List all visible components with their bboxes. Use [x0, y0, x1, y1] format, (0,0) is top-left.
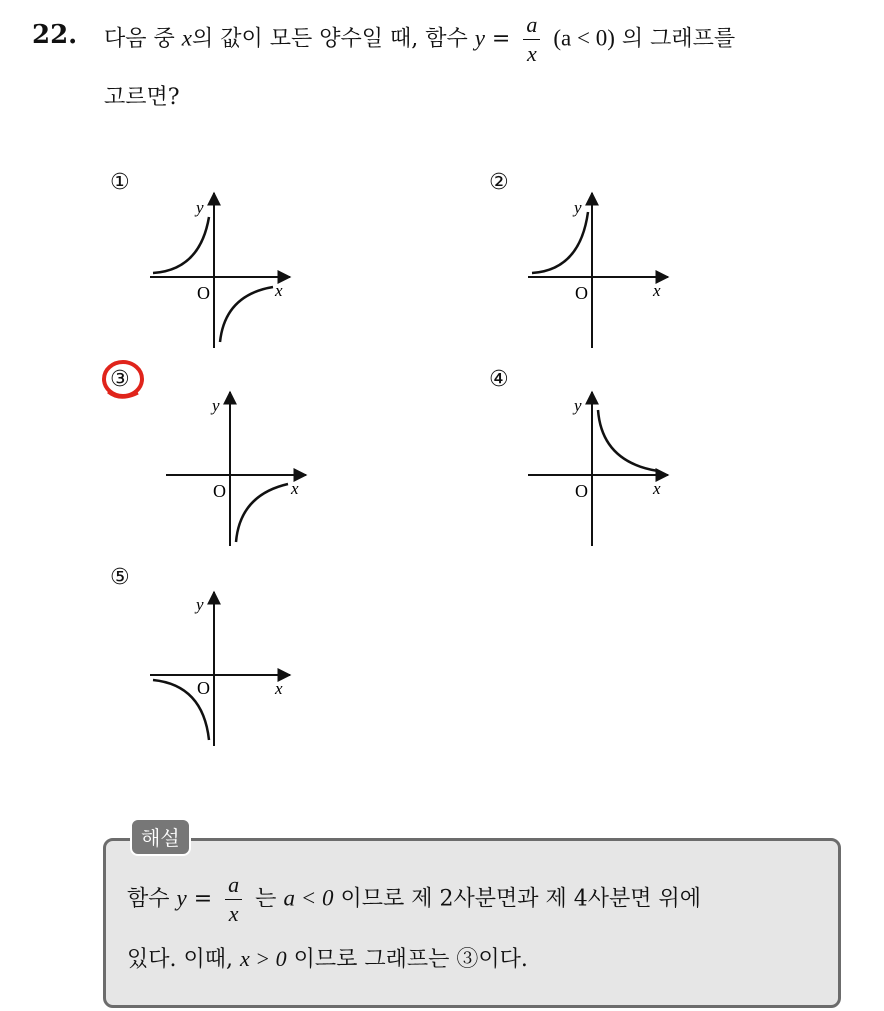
- answer-circle-mark: [104, 362, 142, 397]
- graph-choice-4: [528, 392, 668, 546]
- solution-fraction-numerator: a: [225, 874, 242, 900]
- solution-conclusion: 이므로 그래프는 ③이다.: [293, 947, 528, 972]
- solution-line1: [127, 874, 701, 925]
- solution-fraction: [225, 874, 242, 925]
- function-y: y: [474, 25, 485, 51]
- y-axis-label: y: [574, 396, 582, 415]
- origin-label: O: [575, 283, 588, 303]
- origin-label: O: [197, 678, 210, 698]
- curve-quadrant-4: [220, 287, 273, 342]
- fraction-denominator: x: [526, 41, 537, 66]
- y-axis-label: y: [212, 396, 220, 415]
- condition: (a < 0): [553, 25, 615, 51]
- curve-quadrant-2: [153, 217, 209, 273]
- graph-choice-2: [528, 193, 668, 348]
- solution-function-y: y: [176, 885, 187, 911]
- origin-label: O: [575, 481, 588, 501]
- solution-tag: 해설: [130, 818, 191, 856]
- choice-label-3[interactable]: ③: [110, 367, 130, 392]
- solution-condition: a < 0: [283, 885, 334, 911]
- y-axis-label: y: [574, 198, 582, 217]
- question-ending: 의 그래프를: [621, 26, 736, 52]
- solution-fraction-denominator: x: [228, 901, 239, 926]
- origin-label: O: [213, 481, 226, 501]
- solution-line2: [127, 942, 528, 973]
- choice-label-5[interactable]: ⑤: [110, 565, 130, 590]
- question-middle: 의 값이 모든 양수일 때, 함수: [191, 26, 468, 52]
- x-axis-label: x: [275, 281, 283, 300]
- solution-equals: =: [193, 886, 213, 912]
- graph-choice-1: [150, 193, 290, 348]
- question-number: 22.: [32, 20, 78, 50]
- x-axis-label: x: [653, 479, 661, 498]
- solution-condition-2: x > 0: [240, 946, 287, 971]
- x-axis-label: x: [653, 281, 661, 300]
- graph-choice-3: [166, 392, 306, 546]
- origin-label: O: [197, 283, 210, 303]
- x-axis-label: x: [291, 479, 299, 498]
- question-intro: 다음 중: [104, 26, 175, 52]
- equals-sign: =: [491, 26, 511, 52]
- choice-label-4[interactable]: ④: [489, 367, 509, 392]
- x-axis-label: x: [275, 679, 283, 698]
- solution-line2-intro: 있다. 이때,: [127, 947, 233, 972]
- y-axis-label: y: [196, 198, 204, 217]
- curve-quadrant-2: [532, 212, 588, 273]
- graph-choice-5: [150, 592, 290, 746]
- curve-quadrant-1: [598, 410, 658, 471]
- y-axis-label: y: [196, 595, 204, 614]
- choice-label-2[interactable]: ②: [489, 170, 509, 195]
- question-text-line2: 고르면?: [104, 85, 180, 110]
- solution-line1-ending: 이므로 제 2사분면과 제 4사분면 위에: [340, 886, 701, 912]
- fraction-numerator: a: [523, 14, 540, 40]
- curve-quadrant-4: [236, 484, 288, 542]
- variable-x: x: [181, 25, 192, 51]
- solution-intro: 함수: [127, 886, 170, 912]
- choice-label-1[interactable]: ①: [110, 170, 130, 195]
- solution-particle: 는: [255, 886, 277, 912]
